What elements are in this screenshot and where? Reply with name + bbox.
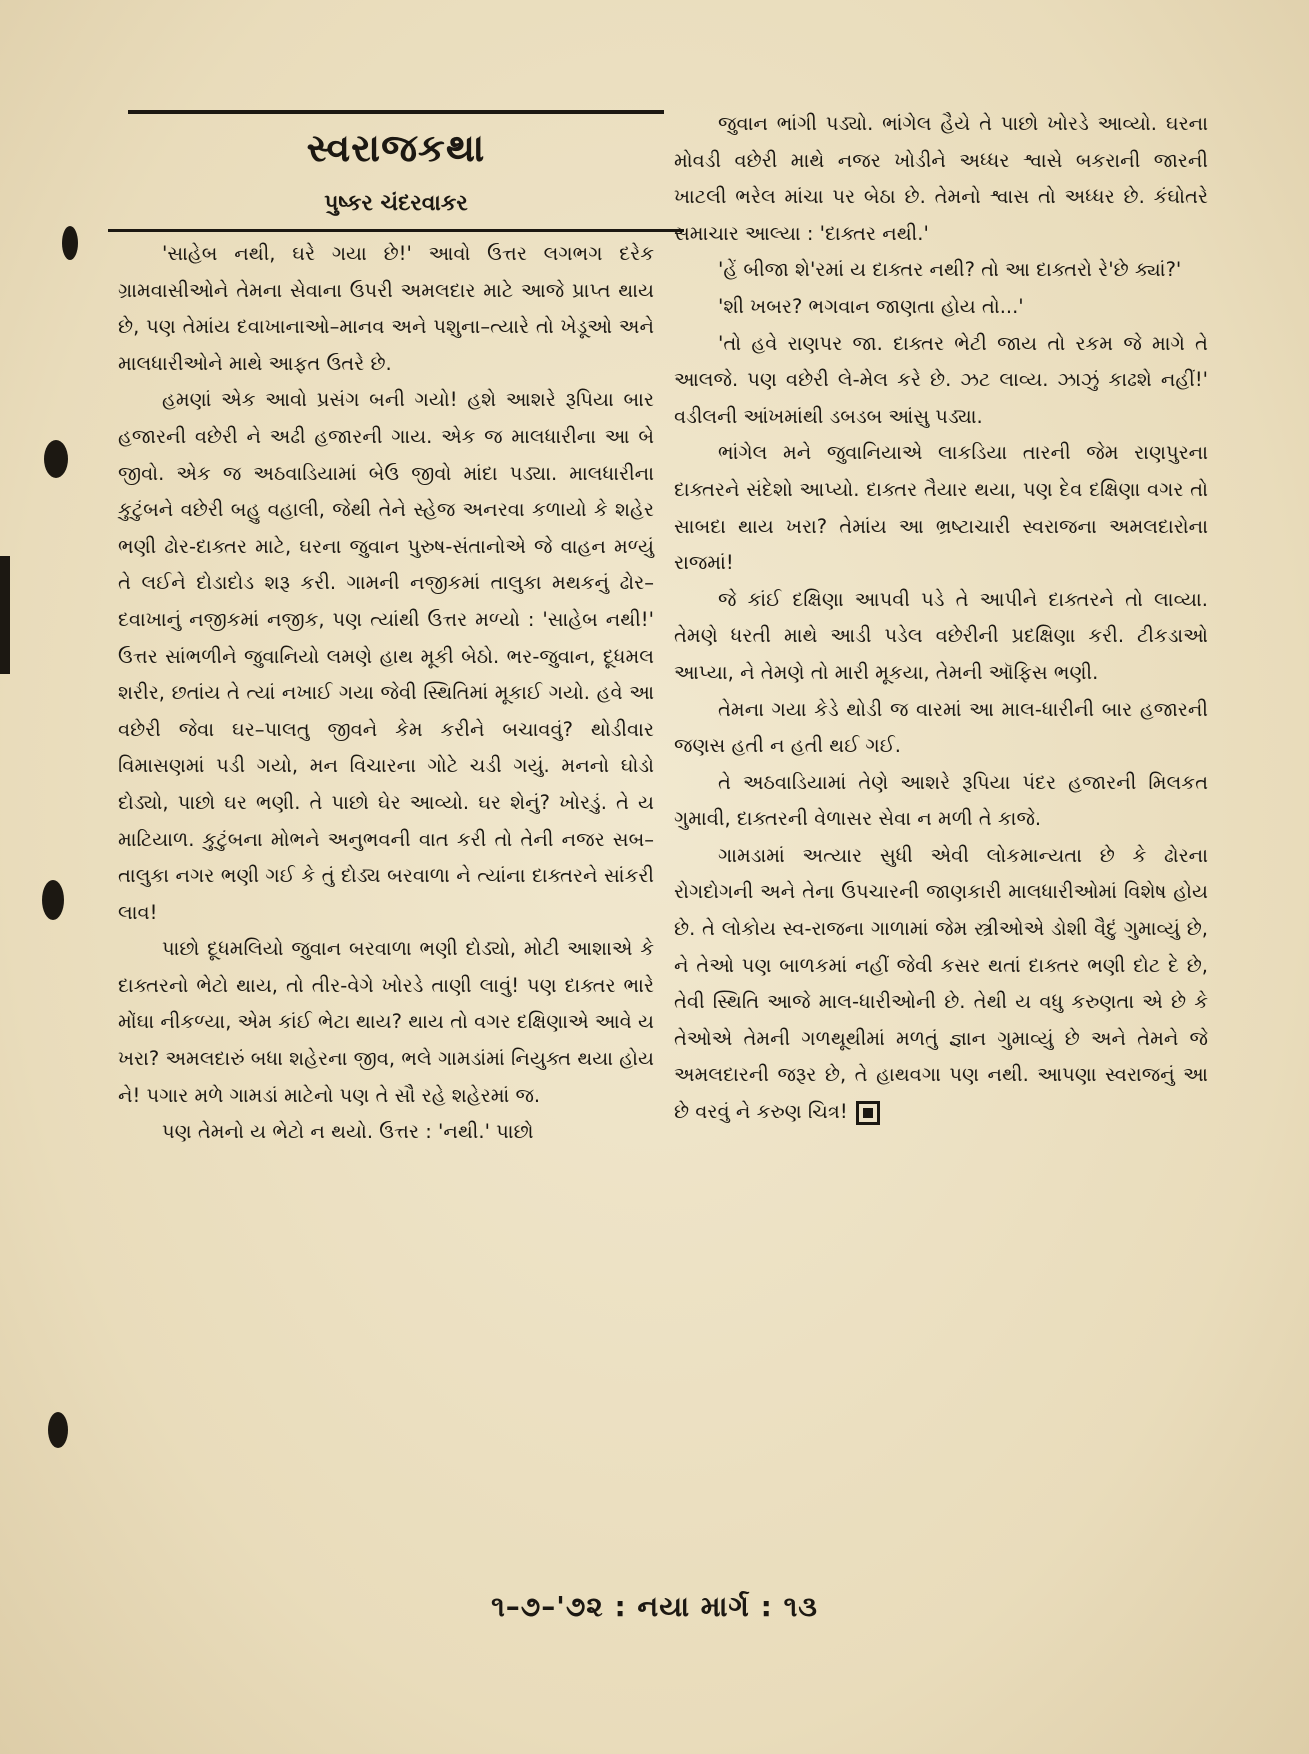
author-bottom-rule — [108, 229, 684, 232]
paragraph: પણ તેમનો ય ભેટો ન થયો. ઉત્તર : 'નથી.' પાછો — [162, 1120, 534, 1144]
paragraph: તે અઠવાડિયામાં તેણે આશરે રૂપિયા પંદર હજારની મિલકત ગુમાવી, દાક્તરની વેળાસર સેવા ન મળી તે કાજે. — [674, 770, 1208, 831]
title-top-rule — [128, 110, 664, 114]
right-column — [674, 106, 1208, 1131]
paragraph: 'હેં બીજા શે'રમાં ય દાક્તર નથી? તો આ દાક્તરો રે'છે ક્યાં?' — [718, 258, 1182, 282]
paragraph-text: ગામડામાં અત્યાર સુધી એવી લોકમાન્યતા છે કે ઢોરના રોગદોગની અને તેના ઉપચારની જાણકારી માલધારીઓમાં વિશેષ હોય છે. તે લોકોય સ્વ-રાજના ગાળામાં જેમ સ્ત્રીઓએ ડોશી વૈદું ગુમાવ્યું છે, ને તેઓ પણ બાળકમાં નહીં જેવી કસર થતાં દાક્તર ભણી દોટ દે છે, તેવી સ્થિતિ આજે માલ-ધારીઓની છે. તેથી ય વધુ કરુણતા એ છે કે તેઓએ તેમની ગળથૂથીમાં મળતું જ્ઞાન ગુમાવ્યું છે અને તેમને જે અમલદારની જરૂર છે, તે હાથવગા પણ નથી. આપણા સ્વરાજનું આ છે વરવું ને કરુણ ચિત્ર! — [674, 843, 1208, 1124]
paragraph: જુવાન ભાંગી પડ્યો. ભાંગેલ હૈયે તે પાછો ખોરડે આવ્યો. ઘરના મોવડી વછેરી માથે નજર ખોડીને અધ્ધર શ્વાસે બકરાની જારની ખાટલી ભરેલ માંચા પર બેઠા છે. તેમનો શ્વાસ તો અધ્ધર છે. કંઘોતરે સમાચાર આલ્યા : 'દાક્તર નથી.' — [674, 112, 1208, 245]
paragraph-last — [674, 838, 1208, 1131]
article-author: પુષ્કર ચંદરવાકર — [324, 191, 468, 216]
paragraph: 'સાહેબ નથી, ઘરે ગયા છે!' આવો ઉત્તર લગભગ દરેક ગ્રામવાસીઓને તેમના સેવાના ઉપરી અમલદાર માટે આજે પ્રાપ્ત થાય છે, પણ તેમાંય દવાખાનાઓ–માનવ અને પશુના–ત્યારે તો ખેડૂઓ અને માલધારીઓને માથે આફત ઉતરે છે. — [118, 242, 654, 375]
paragraph: જે કાંઈ દક્ષિણા આપવી પડે તે આપીને દાક્તરને તો લાવ્યા. તેમણે ધરતી માથે આડી પડેલ વછેરીની પ્રદક્ષિણા કરી. ટીકડાઓ આપ્યા, ને તેમણે તો મારી મૂકયા, તેમની ઑફિસ ભણી. — [674, 587, 1208, 684]
paragraph: તેમના ગયા કેડે થોડી જ વારમાં આ માલ-ધારીની બાર હજારની જણસ હતી ન હતી થઈ ગઈ. — [674, 697, 1208, 758]
paragraph: ભાંગેલ મને જુવાનિયાએ લાકડિયા તારની જેમ રાણપુરના દાક્તરને સંદેશો આપ્યો. દાક્તર તૈયાર થયા, પણ દેવ દક્ષિણા વગર તો સાબદા થાય ખરા? તેમાંય આ ભ્રષ્ટાચારી સ્વરાજના અમલદારોના રાજમાં! — [674, 441, 1208, 575]
binding-hole — [62, 226, 78, 260]
left-column — [118, 236, 654, 1151]
end-mark-icon — [856, 1101, 880, 1125]
paragraph: હમણાં એક આવો પ્રસંગ બની ગયો! હશે આશરે રૂપિયા બાર હજારની વછેરી ને અઢી હજારની ગાય. એક જ માલધારીના આ બે જીવો. એક જ અઠવાડિયામાં બેઉ જીવો માંદા પડ્યા. માલધારીના કુટુંબને વછેરી બહુ વહાલી, જેથી તેને સ્હેજ અનરવા કળાયો કે શહેર ભણી ઢોર-દાક્તર માટે, ઘરના જુવાન પુરુષ-સંતાનોએ જે વાહન મળ્યું તે લઈને દોડાદોડ શરૂ કરી. ગામની નજીકમાં તાલુકા મથકનું ઢોર–દવાખાનું નજીકમાં નજીક, પણ ત્યાંથી ઉત્તર મળ્યો : 'સાહેબ નથી!' ઉત્તર સાંભળીને જુવાનિયો લમણે હાથ મૂકી બેઠો. ભર-જુવાન, દૂધમલ શરીર, છતાંય તે ત્યાં નખાઈ ગયા જેવી સ્થિતિમાં મૂકાઈ ગયો. હવે આ વછેરી જેવા ઘર–પાલતુ જીવને કેમ કરીને બચાવવું? થોડીવાર વિમાસણમાં પડી ગયો, મન વિચારના ગોટે ચડી ગયું. મનનો ઘોડો દોડ્યો, પાછો ઘર ભણી. તે પાછો ઘેર આવ્યો. ઘર શેનું? ખોરડું. તે ય માટિયાળ. કુટુંબના મોભને અનુભવની વાત કરી તો તેની નજર સબ–તાલુકા નગર ભણી ગઈ કે તું દોડ્ય બરવાળા ને ત્યાંના દાક્તરને સાંકરી લાવ! — [118, 388, 654, 924]
paragraph: 'તો હવે રાણપર જા. દાક્તર ભેટી જાય તો રકમ જે માગે તે આલજે. પણ વછેરી લે-મેલ કરે છે. ઝટ લાવ્ય. ઝાઝું કાઢશે નહીં!' વડીલની આંખમાંથી ડબડબ આંસુ પડ્યા. — [674, 331, 1208, 428]
page-edge-mark — [0, 556, 10, 674]
binding-hole — [48, 1412, 68, 1448]
article-title: સ્વરાજકથા — [306, 126, 486, 170]
paragraph: 'શી ખબર? ભગવાન જાણતા હોય તો...' — [718, 294, 1024, 318]
paragraph: પાછો દૂધમલિયો જુવાન બરવાળા ભણી દોડ્યો, મોટી આશાએ કે દાક્તરનો ભેટો થાય, તો તીર-વેગે ખોરડે તાણી લાવું! પણ દાક્તર ભારે મોંઘા નીકળ્યા, એમ કાંઈ ભેટા થાય? થાય તો વગર દક્ષિણાએ આવે ય ખરા? અમલદારું બધા શહેરના જીવ, ભલે ગામડાંમાં નિયુક્ત થયા હોય ને! પગાર મળે ગામડાં માટેનો પણ તે સૌ રહે શહેરમાં જ. — [118, 937, 654, 1107]
binding-hole — [44, 440, 68, 478]
page-footer: ૧–૭–'૭૨ : નયા માર્ગ : ૧૩ — [491, 1590, 818, 1623]
binding-hole — [42, 880, 64, 920]
